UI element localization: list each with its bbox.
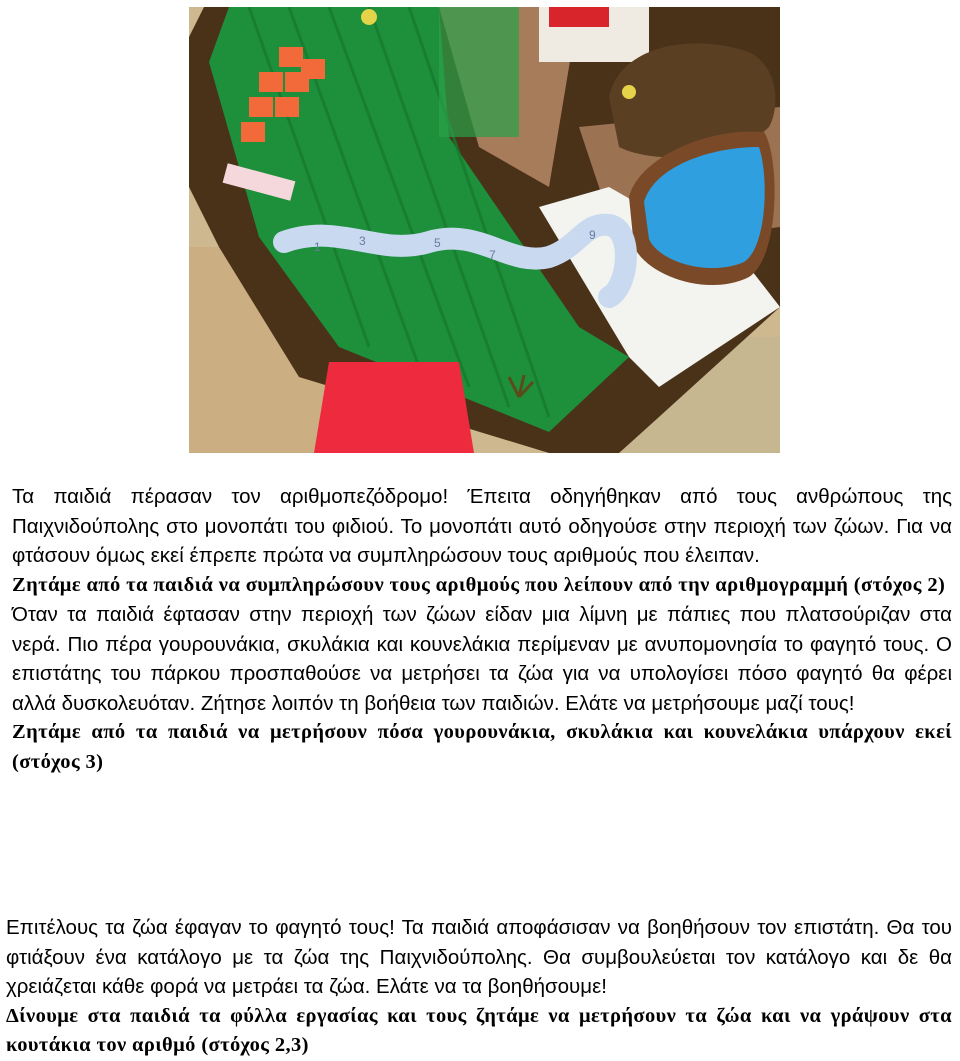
green-stripe bbox=[439, 7, 519, 137]
paragraph-animals: Όταν τα παιδιά έφτασαν στην περιοχή των ζώων είδαν μια λίμνη με πάπιες που πλατσούριζαν στα νερά. Πιο πέρα γουρουνάκια, σκυλάκια και κουνελάκια περίμεναν με ανυπομονησία το φαγητό τους. Ο επιστάτης του πάρκου προσπαθούσε να μετρήσει τα ζώα για να υπολογίσει πόσο φαγητό θα φέρει αλλά δυσκολευόταν. Ζήτησε λοιπόν τη βοήθεια των παιδιών. Ελάτε να μετρήσουμε μαζί τους! bbox=[12, 603, 952, 715]
instruction-goal-3: Ζητάμε από τα παιδιά να μετρήσουν πόσα γουρουνάκια, σκυλάκια και κουνελάκια υπάρχουν εκεί (στόχος 3) bbox=[12, 721, 952, 773]
red-card bbox=[314, 362, 474, 453]
paragraph-catalogue: Επιτέλους τα ζώα έφαγαν το φαγητό τους! Τα παιδιά αποφάσισαν να βοηθήσουν τον επιστάτη. Θα του φτιάξουν ένα κατάλογο με τα ζώα της Παιχνιδούπολης. Θα συμβουλεύεται τον κατάλογο και δε θα χρειάζεται κάθε φορά να μετράει τα ζώα. Ελάτε να τα βοηθήσουμε! bbox=[6, 916, 952, 998]
photo-illustration bbox=[189, 7, 780, 453]
classroom-model-photo bbox=[189, 7, 780, 453]
snake-number: 5 bbox=[434, 236, 441, 250]
snake-number: 9 bbox=[589, 228, 596, 242]
instruction-goal-2: Ζητάμε από τα παιδιά να συμπληρώσουν τους αριθμούς που λείπουν από την αριθμογραμμή (στόχος 2) bbox=[12, 573, 946, 596]
snake-number: 7 bbox=[489, 248, 496, 262]
instruction-worksheets: Δίνουμε στα παιδιά τα φύλλα εργασίας και τους ζητάμε να μετρήσουν τα ζώα και να γράψουν στα κουτάκια τον αριθμό (στόχος 2,3) bbox=[6, 1004, 952, 1056]
snake-number: 1 bbox=[314, 240, 321, 254]
paragraph-intro: Τα παιδιά πέρασαν τον αριθμοπεζόδρομο! Έπειτα οδηγήθηκαν από τους ανθρώπους της Παιχνιδούπολης στο μονοπάτι του φιδιού. Το μονοπάτι αυτό οδηγούσε στην περιοχή των ζώων. Για να φτάσουν όμως εκεί έπρεπε πρώτα να συμπληρώσουν τους αριθμούς που έλειπαν. bbox=[12, 485, 952, 567]
story-text-block bbox=[12, 482, 952, 777]
flower bbox=[361, 9, 377, 25]
house-roof bbox=[549, 7, 609, 27]
flower bbox=[622, 85, 636, 99]
story-text-block-2 bbox=[6, 913, 952, 1061]
snake-number: 3 bbox=[359, 234, 366, 248]
